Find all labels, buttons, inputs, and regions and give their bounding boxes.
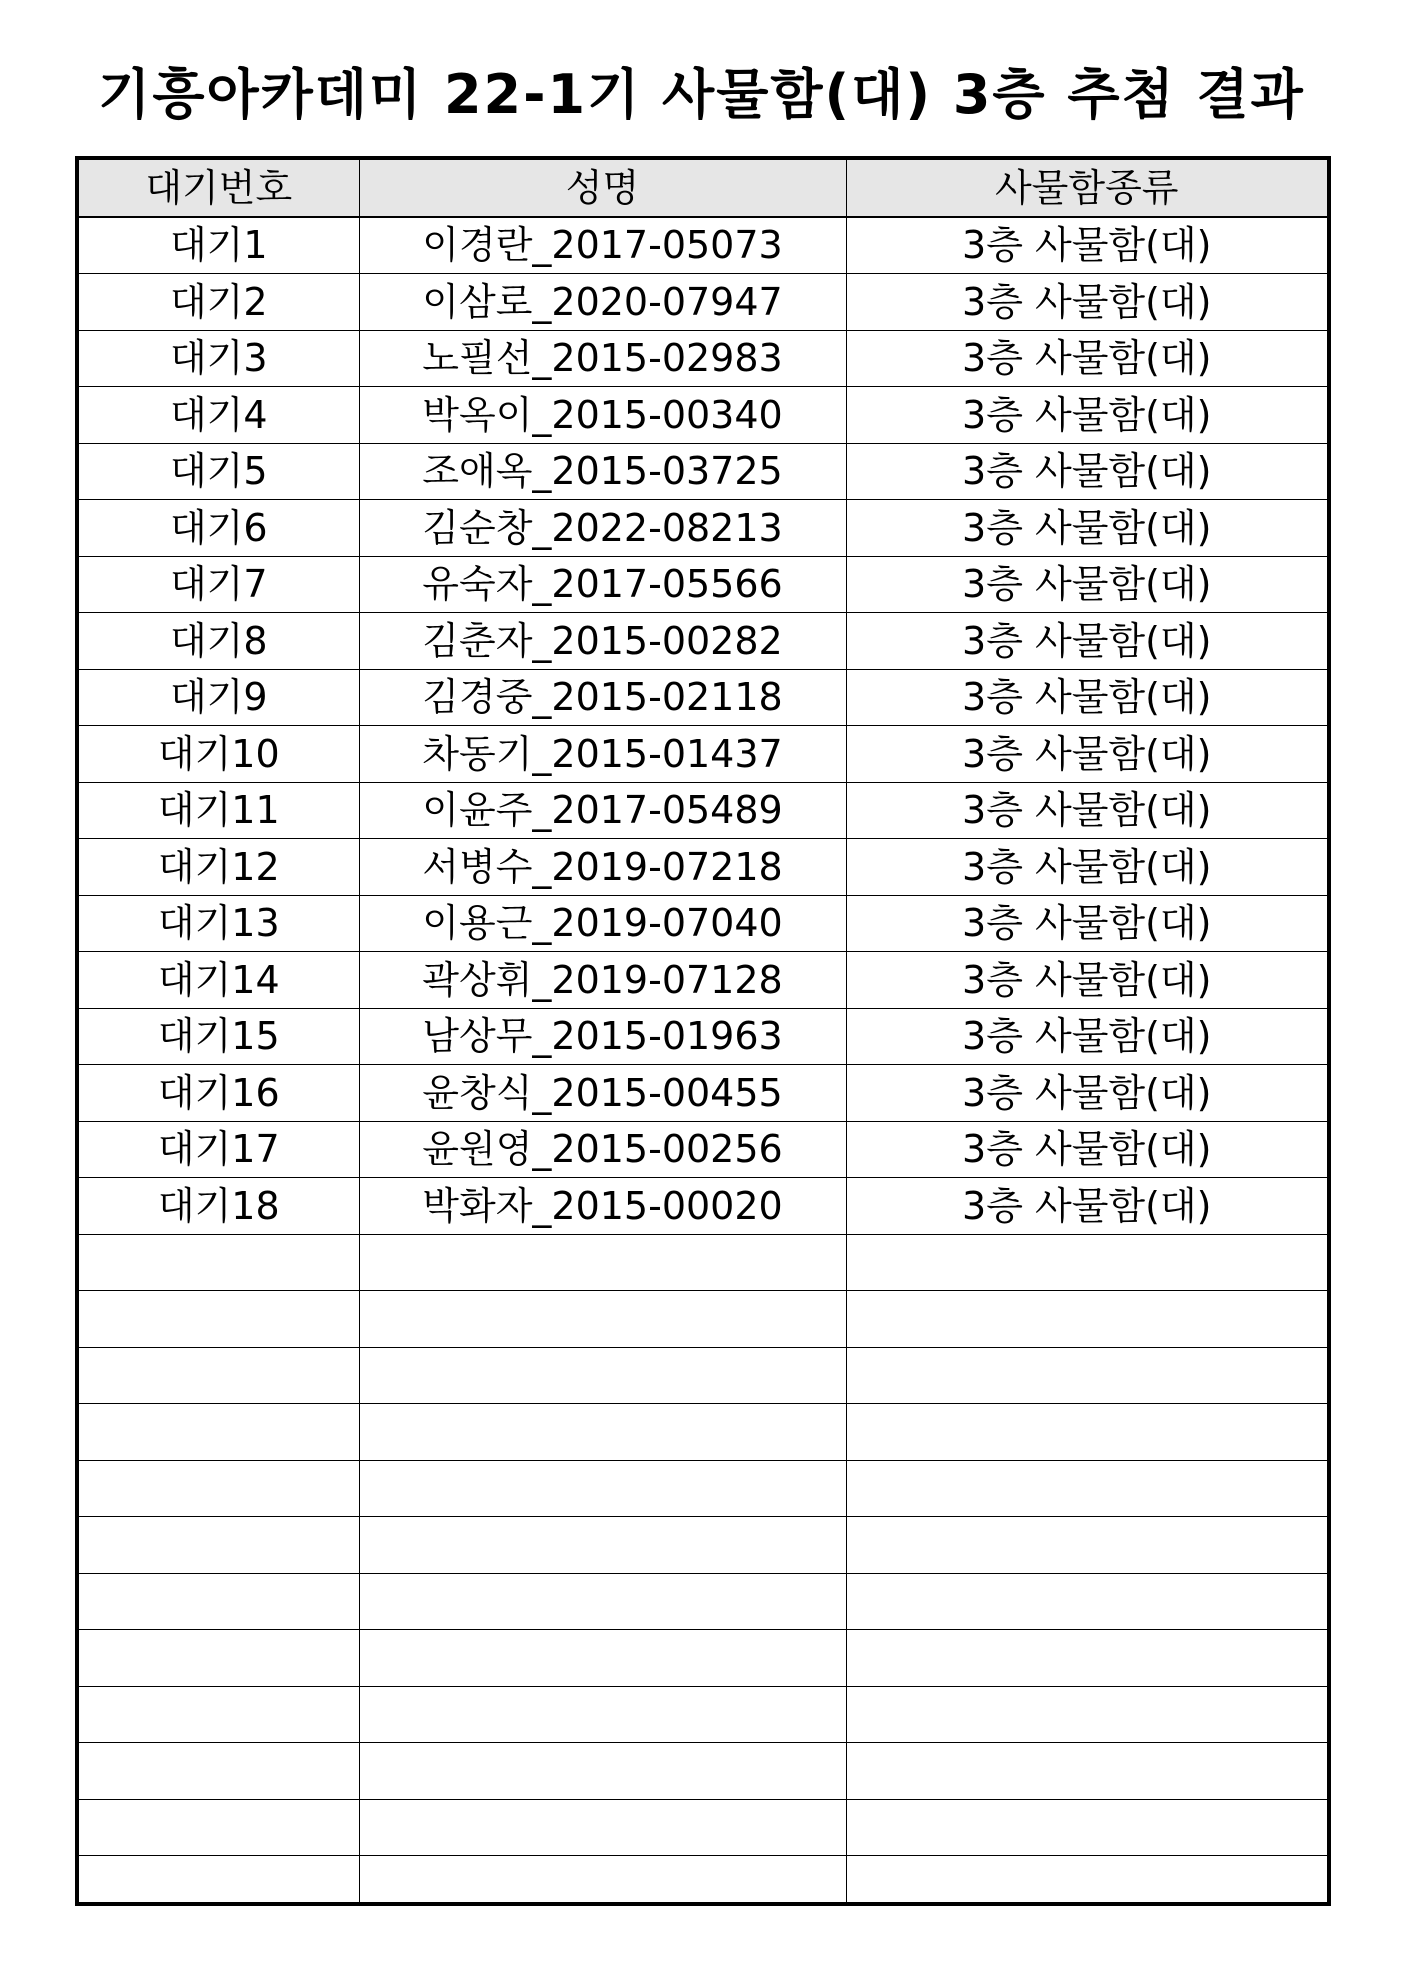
cell-locker-type: 3층 사물함(대) — [846, 1178, 1327, 1235]
cell-locker-type — [846, 1799, 1327, 1856]
table-row — [79, 952, 1327, 1009]
table-row — [79, 1460, 1327, 1517]
cell-name — [359, 1573, 846, 1630]
cell-name: 서병수_2019-07218 — [359, 839, 846, 896]
cell-locker-type: 3층 사물함(대) — [846, 443, 1327, 500]
cell-locker-type: 3층 사물함(대) — [846, 1065, 1327, 1122]
cell-name — [359, 1347, 846, 1404]
cell-wait-number — [79, 1291, 359, 1348]
column-header-name: 성명 — [359, 160, 846, 217]
table-row — [79, 669, 1327, 726]
cell-locker-type — [846, 1743, 1327, 1800]
cell-wait-number: 대기9 — [79, 669, 359, 726]
cell-wait-number — [79, 1630, 359, 1687]
table-header-row — [79, 160, 1327, 217]
cell-wait-number: 대기12 — [79, 839, 359, 896]
cell-name: 노필선_2015-02983 — [359, 330, 846, 387]
cell-locker-type — [846, 1234, 1327, 1291]
cell-locker-type: 3층 사물함(대) — [846, 556, 1327, 613]
table-row — [79, 782, 1327, 839]
cell-name: 김경중_2015-02118 — [359, 669, 846, 726]
cell-wait-number — [79, 1799, 359, 1856]
cell-name: 김춘자_2015-00282 — [359, 613, 846, 670]
cell-locker-type: 3층 사물함(대) — [846, 274, 1327, 331]
cell-locker-type: 3층 사물함(대) — [846, 782, 1327, 839]
cell-wait-number — [79, 1856, 359, 1907]
table-row — [79, 1178, 1327, 1235]
cell-name: 박화자_2015-00020 — [359, 1178, 846, 1235]
cell-name: 이경란_2017-05073 — [359, 217, 846, 274]
cell-wait-number: 대기4 — [79, 387, 359, 444]
cell-name: 남상무_2015-01963 — [359, 1008, 846, 1065]
cell-locker-type: 3층 사물함(대) — [846, 726, 1327, 783]
table-row — [79, 1347, 1327, 1404]
result-table-frame — [75, 156, 1331, 1906]
cell-name — [359, 1460, 846, 1517]
table-row — [79, 1065, 1327, 1122]
cell-locker-type — [846, 1291, 1327, 1348]
cell-name: 윤원영_2015-00256 — [359, 1121, 846, 1178]
cell-wait-number: 대기5 — [79, 443, 359, 500]
cell-wait-number: 대기10 — [79, 726, 359, 783]
table-row — [79, 1573, 1327, 1630]
table-row — [79, 330, 1327, 387]
table-row — [79, 895, 1327, 952]
cell-name — [359, 1234, 846, 1291]
cell-name — [359, 1686, 846, 1743]
cell-name — [359, 1291, 846, 1348]
table-row — [79, 1404, 1327, 1461]
table-row — [79, 613, 1327, 670]
cell-wait-number: 대기1 — [79, 217, 359, 274]
cell-name: 이삼로_2020-07947 — [359, 274, 846, 331]
cell-wait-number — [79, 1347, 359, 1404]
cell-locker-type: 3층 사물함(대) — [846, 330, 1327, 387]
cell-locker-type: 3층 사물함(대) — [846, 1008, 1327, 1065]
cell-name — [359, 1743, 846, 1800]
table-row — [79, 1856, 1327, 1907]
table-row — [79, 1517, 1327, 1574]
cell-name: 곽상휘_2019-07128 — [359, 952, 846, 1009]
table-row — [79, 726, 1327, 783]
cell-wait-number — [79, 1404, 359, 1461]
cell-name: 이윤주_2017-05489 — [359, 782, 846, 839]
table-row — [79, 1291, 1327, 1348]
column-header-locker-type: 사물함종류 — [846, 160, 1327, 217]
cell-wait-number — [79, 1686, 359, 1743]
cell-locker-type: 3층 사물함(대) — [846, 500, 1327, 557]
cell-name: 이용근_2019-07040 — [359, 895, 846, 952]
cell-wait-number: 대기18 — [79, 1178, 359, 1235]
cell-wait-number — [79, 1460, 359, 1517]
page-title: 기흥아카데미 22-1기 사물함(대) 3층 추첨 결과 — [98, 63, 1305, 126]
cell-locker-type: 3층 사물함(대) — [846, 387, 1327, 444]
table-row — [79, 839, 1327, 896]
cell-locker-type — [846, 1630, 1327, 1687]
result-table — [79, 160, 1327, 1906]
cell-name — [359, 1856, 846, 1907]
cell-wait-number: 대기6 — [79, 500, 359, 557]
cell-wait-number: 대기14 — [79, 952, 359, 1009]
cell-wait-number: 대기17 — [79, 1121, 359, 1178]
table-row — [79, 1743, 1327, 1800]
table-body — [79, 217, 1327, 1907]
cell-wait-number — [79, 1573, 359, 1630]
cell-wait-number: 대기7 — [79, 556, 359, 613]
table-row — [79, 387, 1327, 444]
table-row — [79, 1799, 1327, 1856]
cell-name: 윤창식_2015-00455 — [359, 1065, 846, 1122]
cell-locker-type: 3층 사물함(대) — [846, 1121, 1327, 1178]
cell-wait-number: 대기16 — [79, 1065, 359, 1122]
cell-locker-type: 3층 사물함(대) — [846, 952, 1327, 1009]
cell-wait-number: 대기15 — [79, 1008, 359, 1065]
cell-wait-number: 대기3 — [79, 330, 359, 387]
cell-locker-type — [846, 1404, 1327, 1461]
table-row — [79, 1630, 1327, 1687]
cell-locker-type: 3층 사물함(대) — [846, 217, 1327, 274]
table-row — [79, 274, 1327, 331]
cell-wait-number — [79, 1517, 359, 1574]
table-row — [79, 443, 1327, 500]
table-row — [79, 217, 1327, 274]
cell-name: 김순창_2022-08213 — [359, 500, 846, 557]
cell-locker-type: 3층 사물함(대) — [846, 895, 1327, 952]
cell-locker-type: 3층 사물함(대) — [846, 669, 1327, 726]
cell-locker-type — [846, 1573, 1327, 1630]
cell-name: 박옥이_2015-00340 — [359, 387, 846, 444]
cell-locker-type — [846, 1517, 1327, 1574]
cell-locker-type: 3층 사물함(대) — [846, 839, 1327, 896]
cell-locker-type — [846, 1347, 1327, 1404]
table-row — [79, 1686, 1327, 1743]
cell-locker-type — [846, 1856, 1327, 1907]
cell-wait-number — [79, 1743, 359, 1800]
cell-name: 유숙자_2017-05566 — [359, 556, 846, 613]
table-row — [79, 1234, 1327, 1291]
cell-locker-type — [846, 1460, 1327, 1517]
table-row — [79, 500, 1327, 557]
cell-name: 조애옥_2015-03725 — [359, 443, 846, 500]
cell-name — [359, 1630, 846, 1687]
cell-locker-type — [846, 1686, 1327, 1743]
cell-wait-number: 대기11 — [79, 782, 359, 839]
cell-name: 차동기_2015-01437 — [359, 726, 846, 783]
cell-wait-number: 대기2 — [79, 274, 359, 331]
cell-name — [359, 1799, 846, 1856]
cell-wait-number: 대기13 — [79, 895, 359, 952]
cell-locker-type: 3층 사물함(대) — [846, 613, 1327, 670]
column-header-wait-number: 대기번호 — [79, 160, 359, 217]
table-row — [79, 1121, 1327, 1178]
table-row — [79, 556, 1327, 613]
cell-wait-number: 대기8 — [79, 613, 359, 670]
cell-name — [359, 1404, 846, 1461]
cell-wait-number — [79, 1234, 359, 1291]
table-row — [79, 1008, 1327, 1065]
cell-name — [359, 1517, 846, 1574]
